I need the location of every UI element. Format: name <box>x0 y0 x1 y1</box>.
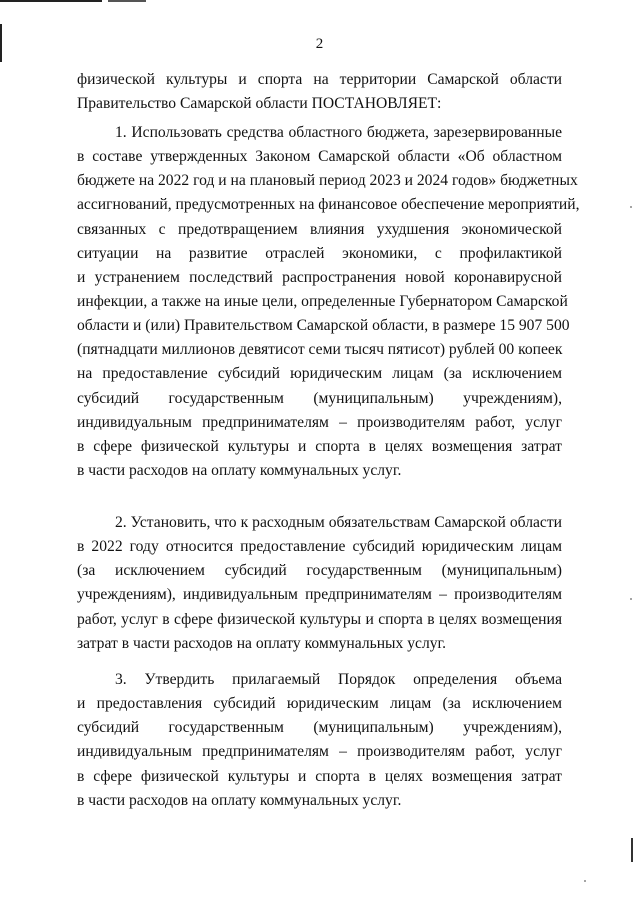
scan-artifact-dot <box>584 880 586 882</box>
scan-artifact-dot <box>630 598 632 600</box>
text-line: затрат в части расходов на оплату коммунальных услуг. <box>77 634 447 652</box>
page-number: 2 <box>315 36 324 52</box>
text-line: в части расходов на оплату коммунальных услуг. <box>77 461 402 479</box>
text-line: ситуации на развитие отраслей экономики, с профилактикой <box>77 244 562 262</box>
text-line: 3. Утвердить прилагаемый Порядок определения объема <box>115 671 562 688</box>
scan-artifact-line <box>108 0 146 2</box>
paragraph-item-1 <box>77 121 580 483</box>
scan-artifact-line <box>631 838 633 862</box>
text-line: связанных с предотвращением влияния ухудшения экономической <box>77 220 562 238</box>
text-line: и предоставления субсидий юридическим лицам (за исключением <box>77 695 562 713</box>
paragraph-intro <box>77 68 562 116</box>
text-line: (пятнадцати миллионов девятисот семи тысяч пятисот) рублей 00 копеек <box>77 341 563 359</box>
text-line: 2. Установить, что к расходным обязательствам Самарской области <box>115 514 562 531</box>
text-line: индивидуальным предпринимателям – производителям работ, услуг <box>77 413 562 431</box>
text-line: инфекции, а также на иные цели, определенные Губернатором Самарской <box>77 292 568 310</box>
text-line: и устранением последствий распространения новой коронавирусной <box>77 268 562 286</box>
text-line: субсидий государственным (муниципальным) учреждениям), <box>77 719 562 737</box>
paragraph-item-2 <box>77 511 562 656</box>
paragraph-item-3 <box>77 668 562 813</box>
text-line: области и (или) Правительством Самарской области, в размере 15 907 500 <box>77 317 570 335</box>
scan-artifact-line <box>0 0 102 2</box>
text-line: учреждениям), индивидуальным предпринимателям – производителям <box>77 586 562 604</box>
text-line: в сфере физической культуры и спорта в целях возмещения затрат <box>77 767 562 785</box>
text-line: 1. Использовать средства областного бюджета, зарезервированные <box>115 124 562 141</box>
text-line: бюджете на 2022 год и на плановый период 2023 и 2024 годов» бюджетных <box>77 172 578 190</box>
text-line: в части расходов на оплату коммунальных услуг. <box>77 791 402 809</box>
text-line: субсидий государственным (муниципальным) учреждениям), <box>77 389 562 407</box>
text-line: работ, услуг в сфере физической культуры и спорта в целях возмещения <box>77 610 562 628</box>
text-line: в составе утвержденных Законом Самарской области «Об областном <box>77 148 562 166</box>
text-line: (за исключением субсидий государственным (муниципальным) <box>77 562 562 580</box>
text-line: на предоставление субсидий юридическим лицам (за исключением <box>77 365 562 383</box>
text-line: в 2022 году относится предоставление субсидий юридическим лицам <box>77 538 562 556</box>
text-line: физической культуры и спорта на территории Самарской области <box>77 71 562 88</box>
scan-artifact-dot <box>630 206 632 208</box>
text-line: ассигнований, предусмотренных на финансовое обеспечение мероприятий, <box>77 196 580 214</box>
text-line: в сфере физической культуры и спорта в целях возмещения затрат <box>77 437 562 455</box>
text-line: Правительство Самарской области ПОСТАНОВЛЯЕТ: <box>77 95 442 113</box>
text-line: индивидуальным предпринимателям – производителям работ, услуг <box>77 743 562 761</box>
